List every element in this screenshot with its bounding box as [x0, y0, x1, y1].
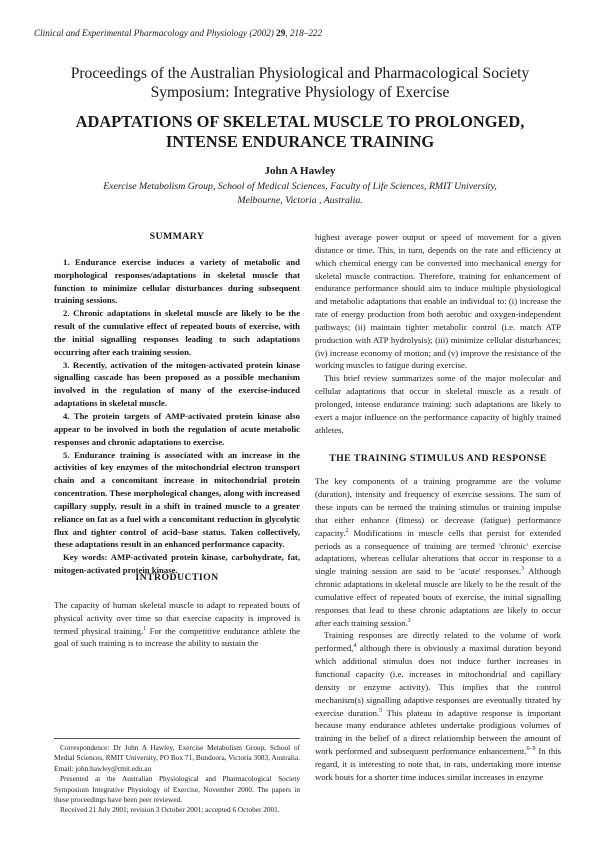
- text-run: Although chronic adaptations in skeletal muscle are likely to be the result of the cumulative effect of repeated bouts of exercise, the initial signalling responses that lead to these chronic adaptations are likely to occur after each training session.: [315, 566, 561, 628]
- text-run: although there is obviously a maximal duration beyond which additional stimulus does not induce further increases in functional capacity (i.e. increases in mitochondrial and capillary density or enzyme activity). This implies that the control mechanism(s) signalling adaptive responses are eventually titrated by exercise duration.: [315, 643, 561, 718]
- ref-marker: 1: [143, 625, 147, 632]
- ref-marker: 2: [345, 527, 349, 534]
- footnotes: [54, 743, 300, 816]
- title-line-1: ADAPTATIONS OF SKELETAL MUSCLE TO PROLONGED,: [75, 112, 525, 131]
- summary-point: 2. Chronic adaptations in skeletal muscle are likely to be the result of the cumulative effect of repeated bouts of exercise, with the initial signalling responses leading to such adaptations occurring after each training session.: [54, 308, 300, 357]
- proceedings-line-2: Symposium: Integrative Physiology of Exercise: [150, 84, 450, 101]
- summary-section: [54, 231, 300, 577]
- summary-heading: SUMMARY: [149, 231, 205, 242]
- ref-marker: 4: [353, 643, 357, 650]
- affiliation-line-2: Melbourne, Victoria , Australia.: [237, 195, 363, 206]
- ref-marker: 3: [521, 566, 525, 573]
- footnote-divider: [54, 738, 300, 739]
- running-header: [34, 28, 322, 38]
- text-run: This plateau in adaptive response is important because many endurance athletes undertake prodigious volumes of training in the belief of a direct relationship between the amount of work performed and subsequent performance enhancement.: [315, 707, 562, 757]
- summary-point: 5. Endurance training is associated with an increase in the activities of key enzymes of the mitochondrial electron transport chain and a concomitant increase in mitochondrial protein concentration. These morphological changes, along with increased capillary supply, result in a shift in trained muscle to a greater reliance on fat as a fuel with a concomitant reduction in glycolytic flux and tighter control of acid–base status. Taken collectively, these adaptations result in an enhanced performance capacity.: [54, 449, 300, 550]
- training-stimulus-heading: THE TRAINING STIMULUS AND RESPONSE: [329, 452, 547, 464]
- text-run: Modifications in muscle cells that persist for extended periods as a consequence of training are termed 'chronic' exercise adaptations, whereas cellular alterations that occur in response to a single training session are said to be 'acute' responses.: [315, 527, 561, 577]
- key-words: Key words: AMP-activated protein kinase, carbohydrate, fat, mitogen-activated protein kinase.: [54, 552, 300, 576]
- article-title: [40, 112, 560, 151]
- text-run: The key components of a training programme are the volume (duration), intensity and frequency of exercise sessions. The sum of these inputs can be termed the training stimulus or training impulse that either enhance (fitness) or decrease (fatigue) performance capacity.: [315, 476, 561, 538]
- body-paragraph: highest average power output or speed of movement for a given distance or time. This, in turn, depends on the rate and efficiency at which chemical energy can be converted into mechanical energy for skeletal muscle contraction. Therefore, training for enhancement of endurance performance should aim to induce multiple physiological and metabolic adaptations that enable an individual to: (i) increase the rate of energy production from both aerobic and oxygen-independent pathways; (ii) maintain tighter metabolic control (i.e. match ATP production with ATP hydrolysis); (iii) minimize cellular disturbances; (iv) increase economy of motion; and (v) improve the resistance of the working muscles to fatigue during exercise.: [315, 232, 561, 371]
- summary-point: 1. Endurance exercise induces a variety of metabolic and morphological responses/adaptations in skeletal muscle that function to minimize cellular disturbances during subsequent training sessions.: [54, 256, 300, 306]
- footnote-correspondence: Correspondence: Dr John A Hawley, Exercise Metabolism Group, School of Medial Sciences, RMIT University, PO Box 71, Bundoora, Victoria 3083, Australia. Email: john.hawley@rmit.edu.au: [54, 743, 300, 773]
- body-paragraph: [315, 475, 561, 629]
- text-run: Training responses are directly related to the volume of work performed,: [315, 630, 561, 654]
- affiliation-line-1: Exercise Metabolism Group, School of Medical Sciences, Faculty of Life Sciences, RMIT University,: [103, 181, 497, 192]
- ref-marker: 5: [379, 707, 383, 714]
- ref-marker: 6–9: [526, 746, 536, 753]
- title-line-2: INTENSE ENDURANCE TRAINING: [165, 131, 435, 151]
- author-affiliation: [70, 180, 530, 208]
- introduction-heading: INTRODUCTION: [135, 572, 219, 583]
- author-name: John A Hawley: [264, 165, 336, 177]
- introduction-section: [54, 572, 300, 650]
- journal-pages: , 218–222: [285, 28, 323, 38]
- journal-year: (2002): [249, 28, 274, 38]
- footnote-presented: Presented at the Australian Physiological and Pharmacological Society Symposium Integrative Physiology of Exercise, November 2000. The papers in these proceedings have been peer reviewed.: [54, 774, 300, 805]
- summary-point: 3. Recently, activation of the mitogen-activated protein kinase signalling cascade has been proposed as a possible mechanism involved in the regulation of many of the exercise-induced adaptations in skeletal muscle.: [54, 359, 300, 409]
- journal-name: Clinical and Experimental Pharmacology and Physiology: [34, 28, 248, 38]
- right-column: [315, 231, 561, 784]
- body-paragraph: [315, 629, 561, 783]
- footnote-dates: Received 21 July 2001; revision 3 October 2001; accepted 6 October 2001.: [60, 805, 280, 815]
- journal-volume: 29: [276, 28, 286, 38]
- body-paragraph: This brief review summarizes some of the major molecular and cellular adaptations that occur in skeletal muscle as a result of prolonged, intense endurance training: such adaptations are likely to exert a major influence on the performance capacity of highly trained athletes.: [315, 373, 561, 435]
- ref-marker: 3: [407, 617, 411, 624]
- text-run: In this regard, it is interesting to note that, in rats, undertaking more intense work bouts for a shorter time induces similar increases in enzyme: [315, 746, 561, 782]
- intro-text-2: For the competitive endurance athlete the goal of such training is to increase the ability to sustain the: [54, 625, 301, 649]
- intro-text-1: The capacity of human skeletal muscle to adapt to repeated bouts of physical activity over time so that exercise capacity is improved is termed physical training.: [54, 599, 300, 636]
- introduction-paragraph: [54, 599, 300, 650]
- summary-point: 4. The protein targets of AMP-activated protein kinase also appear to be involved in both the regulation of acute metabolic responses and chronic adaptations to exercise.: [54, 410, 300, 447]
- proceedings-line-1: Proceedings of the Australian Physiological and Pharmacological Society: [70, 65, 530, 82]
